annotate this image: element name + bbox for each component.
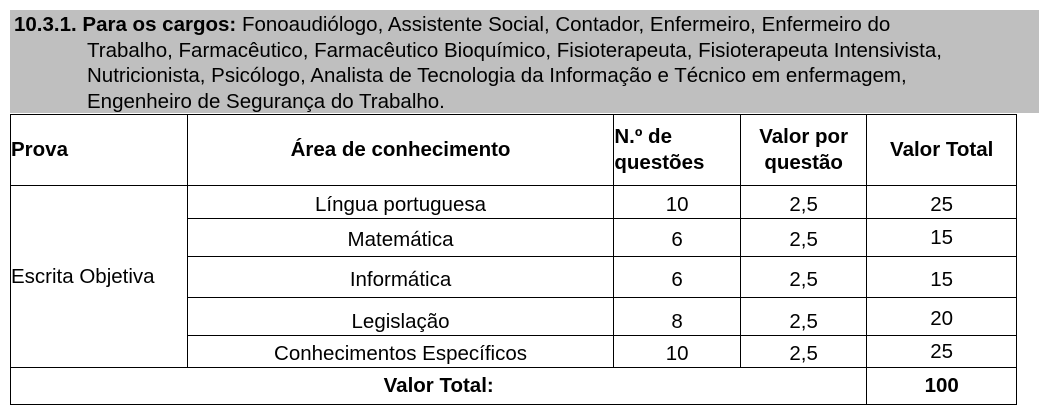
questoes-text: 6 bbox=[671, 268, 683, 291]
total-cell bbox=[867, 336, 1017, 368]
area-text: Língua portuguesa bbox=[315, 193, 487, 216]
area-cell bbox=[187, 336, 614, 368]
area-cell bbox=[187, 219, 614, 257]
area-text: Matemática bbox=[347, 227, 454, 251]
total-cell bbox=[867, 219, 1017, 257]
total-cell bbox=[867, 257, 1017, 298]
valor-cell bbox=[740, 186, 867, 219]
area-cell bbox=[187, 298, 614, 336]
questoes-text: 6 bbox=[671, 227, 683, 251]
header-valor-total: Valor Total bbox=[867, 115, 1017, 186]
questoes-text: 8 bbox=[671, 309, 683, 333]
total-text: 25 bbox=[930, 193, 954, 216]
header-valor-questao bbox=[740, 115, 867, 186]
header-valor-questao-line1: Valor por bbox=[759, 125, 849, 148]
valor-text: 2,5 bbox=[789, 268, 818, 291]
section-line-1: Fonoaudiólogo, Assistente Social, Contador, Enfermeiro, Enfermeiro do bbox=[241, 13, 891, 36]
valor-text: 2,5 bbox=[789, 227, 818, 251]
table-row bbox=[11, 186, 1017, 219]
header-area: Área de conhecimento bbox=[187, 115, 614, 186]
valor-cell bbox=[740, 298, 867, 336]
total-text: 25 bbox=[930, 339, 954, 363]
header-prova: Prova bbox=[11, 115, 188, 186]
questoes-text: 10 bbox=[665, 341, 689, 365]
header-num-questoes-line1: N.º de bbox=[614, 125, 672, 148]
questoes-text: 10 bbox=[665, 193, 689, 216]
valor-text: 2,5 bbox=[789, 341, 818, 365]
section-number: 10.3.1. bbox=[14, 13, 77, 36]
area-text: Conhecimentos Específicos bbox=[274, 341, 528, 365]
section-line-2: Trabalho, Farmacêutico, Farmacêutico Bioquímico, Fisioterapeuta, Fisioterapeuta Intensivista, bbox=[87, 38, 942, 62]
total-text: 15 bbox=[930, 268, 954, 291]
total-text: 15 bbox=[930, 225, 954, 249]
header-num-questoes bbox=[614, 115, 741, 186]
section-line-4: Engenheiro de Segurança do Trabalho. bbox=[87, 89, 445, 113]
section-header bbox=[14, 12, 1037, 114]
prova-cell: Escrita Objetiva bbox=[11, 186, 188, 368]
section-line-3: Nutricionista, Psicólogo, Analista de Tecnologia da Informação e Técnico em enfermagem, bbox=[87, 64, 907, 87]
valor-cell bbox=[740, 336, 867, 368]
table-header-row bbox=[11, 115, 1017, 186]
questoes-cell bbox=[614, 336, 741, 368]
exam-table bbox=[10, 114, 1017, 405]
area-cell bbox=[187, 257, 614, 298]
valor-cell bbox=[740, 257, 867, 298]
valor-text: 2,5 bbox=[789, 193, 818, 216]
questoes-cell bbox=[614, 257, 741, 298]
section-lead: Para os cargos: bbox=[82, 13, 237, 36]
total-value: 100 bbox=[867, 368, 1017, 405]
area-cell bbox=[187, 186, 614, 219]
questoes-cell bbox=[614, 298, 741, 336]
table-total-row bbox=[11, 368, 1017, 405]
area-text: Legislação bbox=[351, 309, 450, 333]
header-valor-questao-line2: questão bbox=[764, 151, 843, 174]
valor-text: 2,5 bbox=[789, 309, 818, 333]
area-text: Informática bbox=[349, 268, 452, 291]
total-cell bbox=[867, 186, 1017, 219]
total-label: Valor Total: bbox=[11, 368, 867, 405]
total-cell bbox=[867, 298, 1017, 336]
valor-cell bbox=[740, 219, 867, 257]
questoes-cell bbox=[614, 186, 741, 219]
header-num-questoes-line2: questões bbox=[614, 151, 705, 174]
questoes-cell bbox=[614, 219, 741, 257]
total-text: 20 bbox=[930, 306, 954, 330]
